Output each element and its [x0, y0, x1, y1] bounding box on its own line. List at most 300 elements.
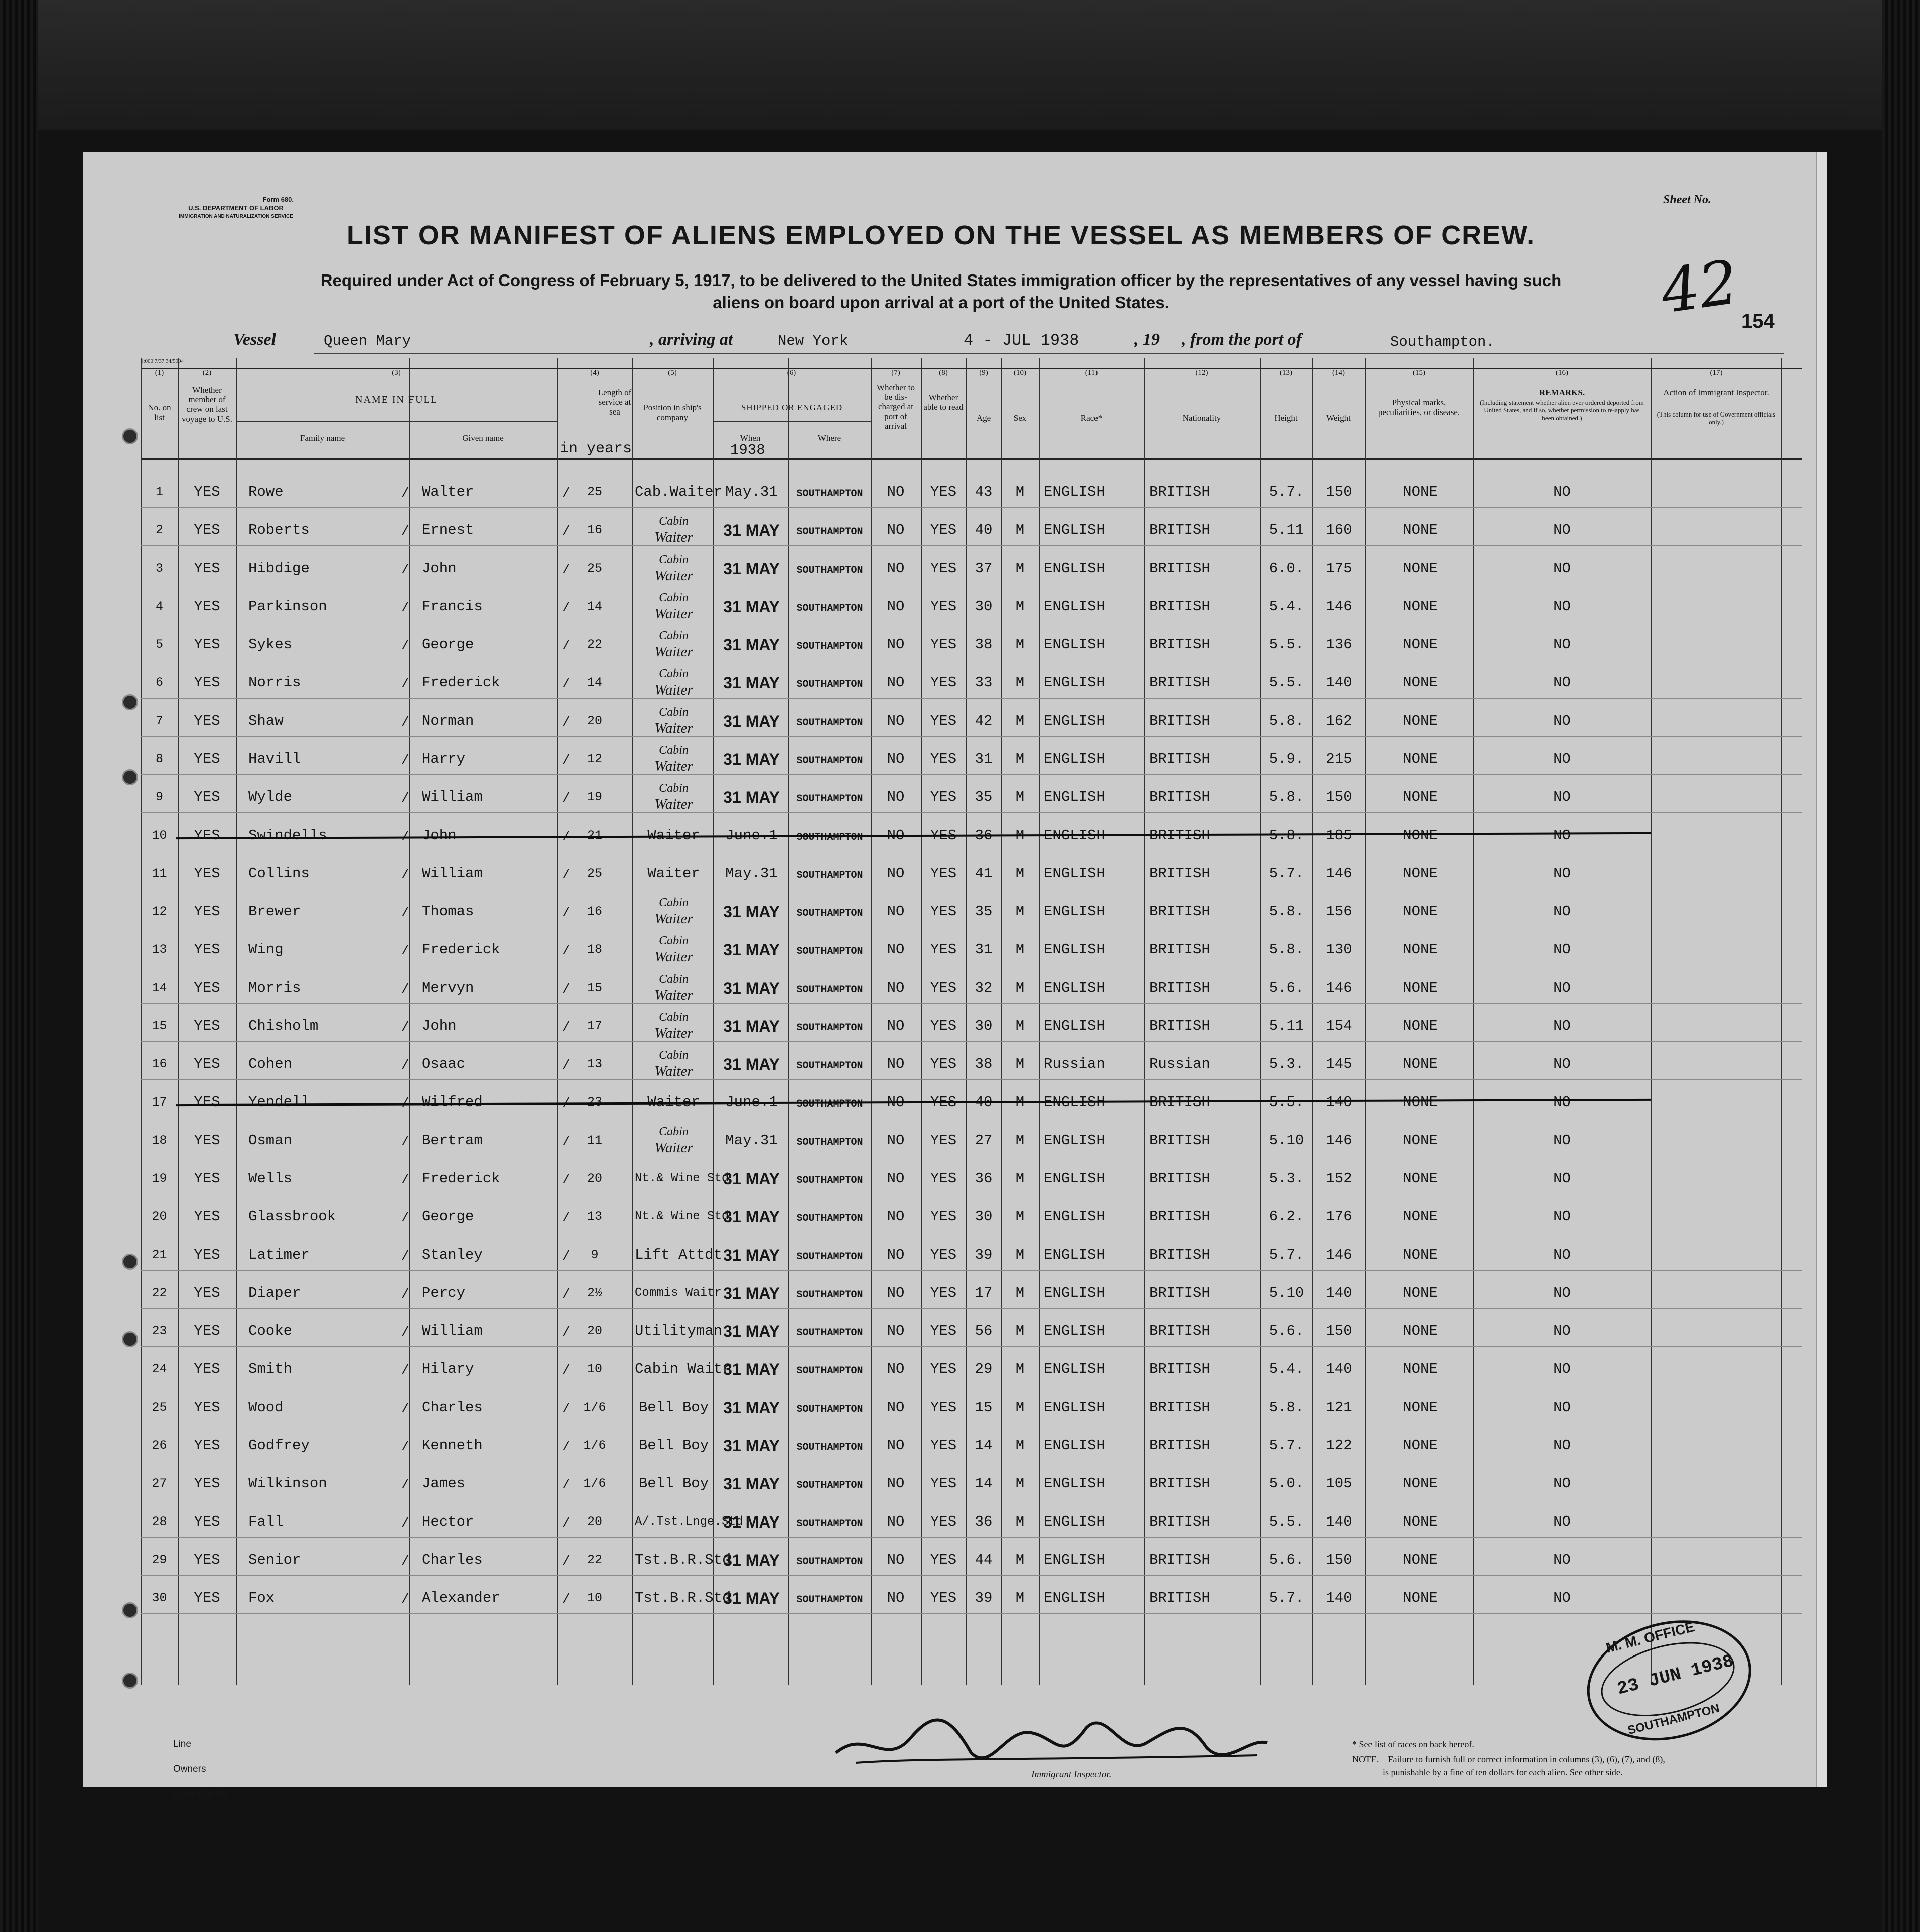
- shipped-when: 31 MAY: [723, 1551, 780, 1569]
- crew-last-voyage: YES: [194, 903, 220, 920]
- shipped-where: SOUTHAMPTON: [796, 565, 863, 576]
- family-check-mark: /: [401, 1134, 409, 1149]
- race: ENGLISH: [1044, 903, 1105, 920]
- shipped-when: 31 MAY: [723, 560, 780, 578]
- race: ENGLISH: [1044, 1323, 1105, 1339]
- crew-last-voyage: YES: [194, 1399, 220, 1416]
- family-check-mark: /: [401, 562, 409, 577]
- shipped-where: SOUTHAMPTON: [796, 755, 863, 767]
- ship-position: Waiter: [647, 1094, 700, 1111]
- service-years: 9: [591, 1248, 599, 1262]
- sex: M: [1015, 674, 1025, 691]
- discharged: NO: [887, 1285, 905, 1301]
- header-sub-rule: [713, 421, 871, 422]
- col-11-label: Race*: [1080, 413, 1103, 423]
- column-rule: [1781, 358, 1782, 1685]
- race: ENGLISH: [1044, 598, 1105, 615]
- crew-last-voyage: YES: [194, 1475, 220, 1492]
- col-10-number: (10): [1014, 369, 1026, 377]
- service-years: 10: [587, 1591, 602, 1605]
- discharged: NO: [887, 1552, 905, 1568]
- shipped-when: 31 MAY: [723, 1246, 780, 1264]
- weight: 130: [1326, 941, 1352, 958]
- sex: M: [1015, 560, 1025, 577]
- crew-last-voyage: YES: [194, 636, 220, 653]
- remarks: NO: [1553, 1056, 1571, 1072]
- header-sub-rule: [236, 421, 557, 422]
- nationality: BRITISH: [1149, 1513, 1210, 1530]
- col-13-number: (13): [1280, 369, 1292, 377]
- family-check-mark: /: [401, 1287, 409, 1302]
- ship-position: Tst.B.R.Std: [635, 1552, 731, 1568]
- age: 29: [975, 1361, 993, 1377]
- age: 37: [975, 560, 993, 577]
- given-name: Alexander: [422, 1590, 500, 1606]
- age: 30: [975, 598, 993, 615]
- race: ENGLISH: [1044, 1247, 1105, 1263]
- punch-hole: [122, 1331, 138, 1347]
- shipped-when: 31 MAY: [723, 788, 780, 806]
- ship-position: Waiter: [647, 865, 700, 882]
- age: 33: [975, 674, 993, 691]
- weight: 146: [1326, 1247, 1352, 1263]
- service-years: 20: [587, 1171, 602, 1186]
- age: 40: [975, 522, 993, 538]
- ship-position-top: Cabin: [659, 706, 689, 719]
- weight: 140: [1326, 1285, 1352, 1301]
- service-check-mark: /: [562, 1554, 570, 1569]
- weight: 140: [1326, 1590, 1352, 1606]
- col-11-number: (11): [1085, 369, 1098, 377]
- height: 5.11: [1269, 522, 1304, 538]
- crew-last-voyage: YES: [194, 1552, 220, 1568]
- remarks: NO: [1553, 484, 1571, 500]
- nationality: BRITISH: [1149, 1247, 1210, 1263]
- nationality: BRITISH: [1149, 865, 1210, 882]
- col-7-number: (7): [891, 369, 900, 377]
- family-check-mark: /: [401, 524, 409, 539]
- column-rule: [713, 358, 714, 1685]
- family-name: Wood: [248, 1399, 284, 1416]
- able-to-read: YES: [930, 941, 957, 958]
- ship-position-top: Cabin: [659, 744, 689, 757]
- family-check-mark: /: [401, 867, 409, 882]
- row-number: 13: [152, 942, 167, 957]
- family-name: Fall: [248, 1513, 284, 1530]
- height: 5.9.: [1269, 751, 1304, 767]
- ship-position: Waiter: [647, 827, 700, 844]
- shipped-when: 31 MAY: [723, 1399, 780, 1417]
- able-to-read: YES: [930, 598, 957, 615]
- sex: M: [1015, 1018, 1025, 1034]
- service-years: 23: [587, 1095, 602, 1110]
- age: 31: [975, 751, 993, 767]
- col-6-where-label: Where: [817, 433, 841, 443]
- family-check-mark: /: [401, 982, 409, 997]
- weight: 152: [1326, 1170, 1352, 1187]
- weight: 121: [1326, 1399, 1352, 1416]
- row-number: 23: [152, 1324, 167, 1338]
- family-name: Latimer: [248, 1247, 310, 1263]
- physical-marks: NONE: [1403, 903, 1438, 920]
- ship-position-top: Cabin: [659, 1049, 689, 1062]
- age: 30: [975, 1208, 993, 1225]
- shipped-when: 31 MAY: [723, 1284, 780, 1302]
- service-check-mark: /: [562, 1172, 570, 1187]
- remarks: NO: [1553, 1361, 1571, 1377]
- given-name: Mervyn: [422, 980, 474, 996]
- ship-position: Waiter: [654, 1140, 693, 1156]
- col-17-label: Action of Immigrant Inspector.: [1663, 388, 1769, 397]
- punch-hole: [122, 769, 138, 785]
- age: 44: [975, 1552, 993, 1568]
- row-number: 10: [152, 828, 167, 843]
- sex: M: [1015, 751, 1025, 767]
- discharged: NO: [887, 941, 905, 958]
- able-to-read: YES: [930, 827, 957, 844]
- col-9-number: (9): [979, 369, 988, 377]
- sex: M: [1015, 1437, 1025, 1454]
- service-check-mark: /: [562, 715, 570, 730]
- manifest-sheet: [83, 152, 1827, 1800]
- given-name: James: [422, 1475, 466, 1492]
- manifest-title: LIST OR MANIFEST OF ALIENS EMPLOYED ON THE VESSEL AS MEMBERS OF CREW.: [346, 220, 1536, 250]
- service-years: 22: [587, 637, 602, 652]
- height: 5.4.: [1269, 1361, 1304, 1377]
- race: ENGLISH: [1044, 1475, 1105, 1492]
- col-3-given-label: Given name: [462, 433, 504, 443]
- sex: M: [1015, 1361, 1025, 1377]
- able-to-read: YES: [930, 1285, 957, 1301]
- weight: 140: [1326, 674, 1352, 691]
- service-years: 20: [587, 1324, 602, 1338]
- physical-marks: NONE: [1403, 1247, 1438, 1263]
- ship-position: Commis Waitr: [635, 1286, 722, 1300]
- col-2-label: Whether member of crew on last voyage to U.S.: [181, 385, 233, 424]
- col-3-number: (3): [392, 369, 401, 377]
- family-check-mark: /: [401, 486, 409, 501]
- service-check-mark: /: [562, 943, 570, 958]
- sex: M: [1015, 1323, 1025, 1339]
- shipped-when: May.31: [725, 484, 778, 500]
- physical-marks: NONE: [1403, 1208, 1438, 1225]
- ship-position: Waiter: [654, 987, 693, 1003]
- physical-marks: NONE: [1403, 1323, 1438, 1339]
- race: ENGLISH: [1044, 1399, 1105, 1416]
- age: 36: [975, 1170, 993, 1187]
- sex: M: [1015, 1132, 1025, 1149]
- local-agents-label: Local Agents: [173, 1789, 228, 1800]
- weight: 145: [1326, 1056, 1352, 1072]
- able-to-read: YES: [930, 1552, 957, 1568]
- family-check-mark: /: [401, 1401, 409, 1416]
- shipped-where: SOUTHAMPTON: [796, 1213, 863, 1224]
- service-years: 16: [587, 904, 602, 919]
- row-rule: [141, 507, 1802, 508]
- service-check-mark: /: [562, 562, 570, 577]
- shipped-when: June.1: [725, 1094, 778, 1111]
- arrival-port: New York: [778, 333, 848, 349]
- service-check-mark: /: [562, 982, 570, 997]
- col-15-label: Physical marks, peculiarities, or disease.: [1378, 398, 1460, 417]
- able-to-read: YES: [930, 484, 957, 500]
- age: 40: [975, 1094, 993, 1111]
- given-name: Hector: [422, 1513, 474, 1530]
- family-name: Wing: [248, 941, 284, 958]
- given-name: George: [422, 1208, 474, 1225]
- age: 27: [975, 1132, 993, 1149]
- able-to-read: YES: [930, 636, 957, 653]
- ship-position: Cabin Waitr: [635, 1361, 731, 1377]
- remarks: NO: [1553, 1285, 1571, 1301]
- family-name: Norris: [248, 674, 301, 691]
- crew-last-voyage: YES: [194, 1170, 220, 1187]
- service-name: IMMIGRATION AND NATURALIZATION SERVICE: [179, 214, 293, 219]
- shipped-where: SOUTHAMPTON: [796, 1175, 863, 1186]
- crew-last-voyage: YES: [194, 1208, 220, 1225]
- age: 42: [975, 713, 993, 729]
- crew-last-voyage: YES: [194, 713, 220, 729]
- physical-marks: NONE: [1403, 1513, 1438, 1530]
- remarks: NO: [1553, 598, 1571, 615]
- inspector-signature: [826, 1698, 1277, 1778]
- ship-position: Waiter: [654, 758, 693, 774]
- given-name: Frederick: [422, 1170, 500, 1187]
- physical-marks: NONE: [1403, 980, 1438, 996]
- given-name: Ernest: [422, 522, 474, 538]
- weight: 150: [1326, 1323, 1352, 1339]
- race: ENGLISH: [1044, 1208, 1105, 1225]
- row-number: 30: [152, 1591, 167, 1605]
- sex: M: [1015, 1513, 1025, 1530]
- shipped-when: 31 MAY: [723, 598, 780, 616]
- family-name: Wylde: [248, 789, 293, 805]
- row-number: 22: [152, 1286, 167, 1300]
- able-to-read: YES: [930, 522, 957, 538]
- weight: 154: [1326, 1018, 1352, 1034]
- given-name: Charles: [422, 1399, 483, 1416]
- sex: M: [1015, 636, 1025, 653]
- family-name: Hibdige: [248, 560, 310, 577]
- age: 43: [975, 484, 993, 500]
- sex: M: [1015, 941, 1025, 958]
- shipped-when: 31 MAY: [723, 1208, 780, 1226]
- weight: 162: [1326, 713, 1352, 729]
- nationality: BRITISH: [1149, 1437, 1210, 1454]
- nationality: BRITISH: [1149, 903, 1210, 920]
- ship-position-top: Cabin: [659, 782, 689, 795]
- remarks: NO: [1553, 1208, 1571, 1225]
- remarks: NO: [1553, 1513, 1571, 1530]
- sex: M: [1015, 713, 1025, 729]
- crew-last-voyage: YES: [194, 789, 220, 805]
- note-body: —Failure to furnish full or correct information in columns (3), (6), (7), and (8),: [1379, 1754, 1665, 1764]
- race: ENGLISH: [1044, 674, 1105, 691]
- ship-position: Nt.& Wine Std: [635, 1210, 729, 1223]
- service-years: 18: [587, 942, 602, 957]
- shipped-where: SOUTHAMPTON: [796, 946, 863, 957]
- able-to-read: YES: [930, 1170, 957, 1187]
- weight: 150: [1326, 1552, 1352, 1568]
- able-to-read: YES: [930, 1323, 957, 1339]
- row-number: 27: [152, 1476, 167, 1491]
- family-check-mark: /: [401, 1554, 409, 1569]
- remarks: NO: [1553, 941, 1571, 958]
- ship-position: Waiter: [654, 568, 693, 584]
- given-name: John: [422, 560, 457, 577]
- able-to-read: YES: [930, 1094, 957, 1111]
- nationality: Russian: [1149, 1056, 1210, 1072]
- nationality: BRITISH: [1149, 560, 1210, 577]
- service-check-mark: /: [562, 486, 570, 501]
- remarks: NO: [1553, 522, 1571, 538]
- discharged: NO: [887, 598, 905, 615]
- family-check-mark: /: [401, 1020, 409, 1035]
- ship-position: Waiter: [654, 796, 693, 812]
- from-port: Southampton.: [1390, 334, 1495, 350]
- ship-position: Waiter: [654, 682, 693, 698]
- from-port-label: , from the port of: [1182, 330, 1302, 349]
- service-years: 21: [587, 828, 602, 843]
- physical-marks: NONE: [1403, 1170, 1438, 1187]
- sex: M: [1015, 980, 1025, 996]
- nationality: BRITISH: [1149, 1361, 1210, 1377]
- shipped-where: SOUTHAMPTON: [796, 717, 863, 729]
- age: 41: [975, 865, 993, 882]
- race: ENGLISH: [1044, 1094, 1105, 1111]
- weight: 156: [1326, 903, 1352, 920]
- col-16-number: (16): [1556, 369, 1568, 377]
- weight: 150: [1326, 789, 1352, 805]
- service-check-mark: /: [562, 1325, 570, 1340]
- remarks: NO: [1553, 789, 1571, 805]
- race: ENGLISH: [1044, 560, 1105, 577]
- service-check-mark: /: [562, 1249, 570, 1264]
- sex: M: [1015, 789, 1025, 805]
- sex: M: [1015, 827, 1025, 844]
- remarks: NO: [1553, 1170, 1571, 1187]
- weight: 215: [1326, 751, 1352, 767]
- family-check-mark: /: [401, 638, 409, 653]
- punch-hole: [122, 1602, 138, 1618]
- ship-position: Waiter: [654, 949, 693, 965]
- discharged: NO: [887, 980, 905, 996]
- shipped-where: SOUTHAMPTON: [796, 1137, 863, 1148]
- crew-table: [141, 358, 1802, 1685]
- row-rule: [141, 698, 1802, 699]
- family-name: Sykes: [248, 636, 293, 653]
- discharged: NO: [887, 560, 905, 577]
- weight: 105: [1326, 1475, 1352, 1492]
- age: 39: [975, 1247, 993, 1263]
- sex: M: [1015, 598, 1025, 615]
- punch-hole: [122, 1254, 138, 1270]
- col-17-note: (This column for use of Government officials only.): [1657, 410, 1776, 426]
- service-years: 25: [587, 561, 602, 576]
- family-check-mark: /: [401, 1592, 409, 1607]
- height: 5.4.: [1269, 598, 1304, 615]
- weight: 146: [1326, 1132, 1352, 1149]
- service-years: 17: [587, 1019, 602, 1033]
- row-number: 2: [155, 523, 163, 537]
- required-under-line2: aliens on board upon arrival at a port of the United States.: [713, 293, 1169, 312]
- family-check-mark: /: [401, 1363, 409, 1378]
- shipped-where: SOUTHAMPTON: [796, 603, 863, 614]
- height: 5.8.: [1269, 713, 1304, 729]
- row-rule: [141, 1079, 1802, 1080]
- service-check-mark: /: [562, 1592, 570, 1607]
- sex: M: [1015, 1247, 1025, 1263]
- sex: M: [1015, 903, 1025, 920]
- age: 38: [975, 636, 993, 653]
- weight: 140: [1326, 1361, 1352, 1377]
- shipped-where: SOUTHAMPTON: [796, 1289, 863, 1301]
- height: 5.8.: [1269, 941, 1304, 958]
- nationality: BRITISH: [1149, 1590, 1210, 1606]
- discharged: NO: [887, 1323, 905, 1339]
- col-2-number: (2): [202, 369, 212, 377]
- shipped-when: 31 MAY: [723, 1322, 780, 1340]
- nationality: BRITISH: [1149, 1552, 1210, 1568]
- given-name: Wilfred: [422, 1094, 483, 1111]
- ship-position-top: Cabin: [659, 591, 689, 604]
- nationality: BRITISH: [1149, 1475, 1210, 1492]
- age: 15: [975, 1399, 993, 1416]
- service-years: 12: [587, 752, 602, 766]
- family-name: Shaw: [248, 713, 284, 729]
- shipped-when: 31 MAY: [723, 636, 780, 654]
- discharged: NO: [887, 1437, 905, 1454]
- note-lead: NOTE.: [1352, 1754, 1379, 1764]
- row-rule: [141, 1041, 1802, 1042]
- col-4-label: Length of service at sea: [598, 388, 632, 417]
- given-name: William: [422, 789, 483, 805]
- nationality: BRITISH: [1149, 1170, 1210, 1187]
- shipped-when: 31 MAY: [723, 1513, 780, 1531]
- crew-last-voyage: YES: [194, 865, 220, 882]
- service-years: 1/6: [583, 1476, 606, 1491]
- family-check-mark: /: [401, 1249, 409, 1264]
- sex: M: [1015, 484, 1025, 500]
- race: ENGLISH: [1044, 1361, 1105, 1377]
- physical-marks: NONE: [1403, 751, 1438, 767]
- weight: 176: [1326, 1208, 1352, 1225]
- discharged: NO: [887, 522, 905, 538]
- shipped-when: 31 MAY: [723, 1437, 780, 1455]
- able-to-read: YES: [930, 1475, 957, 1492]
- row-number: 5: [155, 637, 163, 652]
- given-name: John: [422, 827, 457, 844]
- service-check-mark: /: [562, 1477, 570, 1492]
- height: 5.8.: [1269, 1399, 1304, 1416]
- race: ENGLISH: [1044, 1513, 1105, 1530]
- col-16-label: REMARKS.: [1539, 388, 1585, 397]
- shipped-where: SOUTHAMPTON: [796, 526, 863, 538]
- height: 5.10: [1269, 1132, 1304, 1149]
- film-border-left: [0, 0, 38, 1932]
- able-to-read: YES: [930, 789, 957, 805]
- stamp-date: 23 JUN 1938: [1615, 1650, 1736, 1700]
- remarks: NO: [1553, 1399, 1571, 1416]
- sex: M: [1015, 1208, 1025, 1225]
- given-name: Hilary: [422, 1361, 474, 1377]
- shipped-when: 31 MAY: [723, 979, 780, 997]
- weight: 146: [1326, 865, 1352, 882]
- column-rule: [236, 358, 237, 1685]
- discharged: NO: [887, 1590, 905, 1606]
- height: 5.7.: [1269, 484, 1304, 500]
- col-17-number: (17): [1710, 369, 1723, 377]
